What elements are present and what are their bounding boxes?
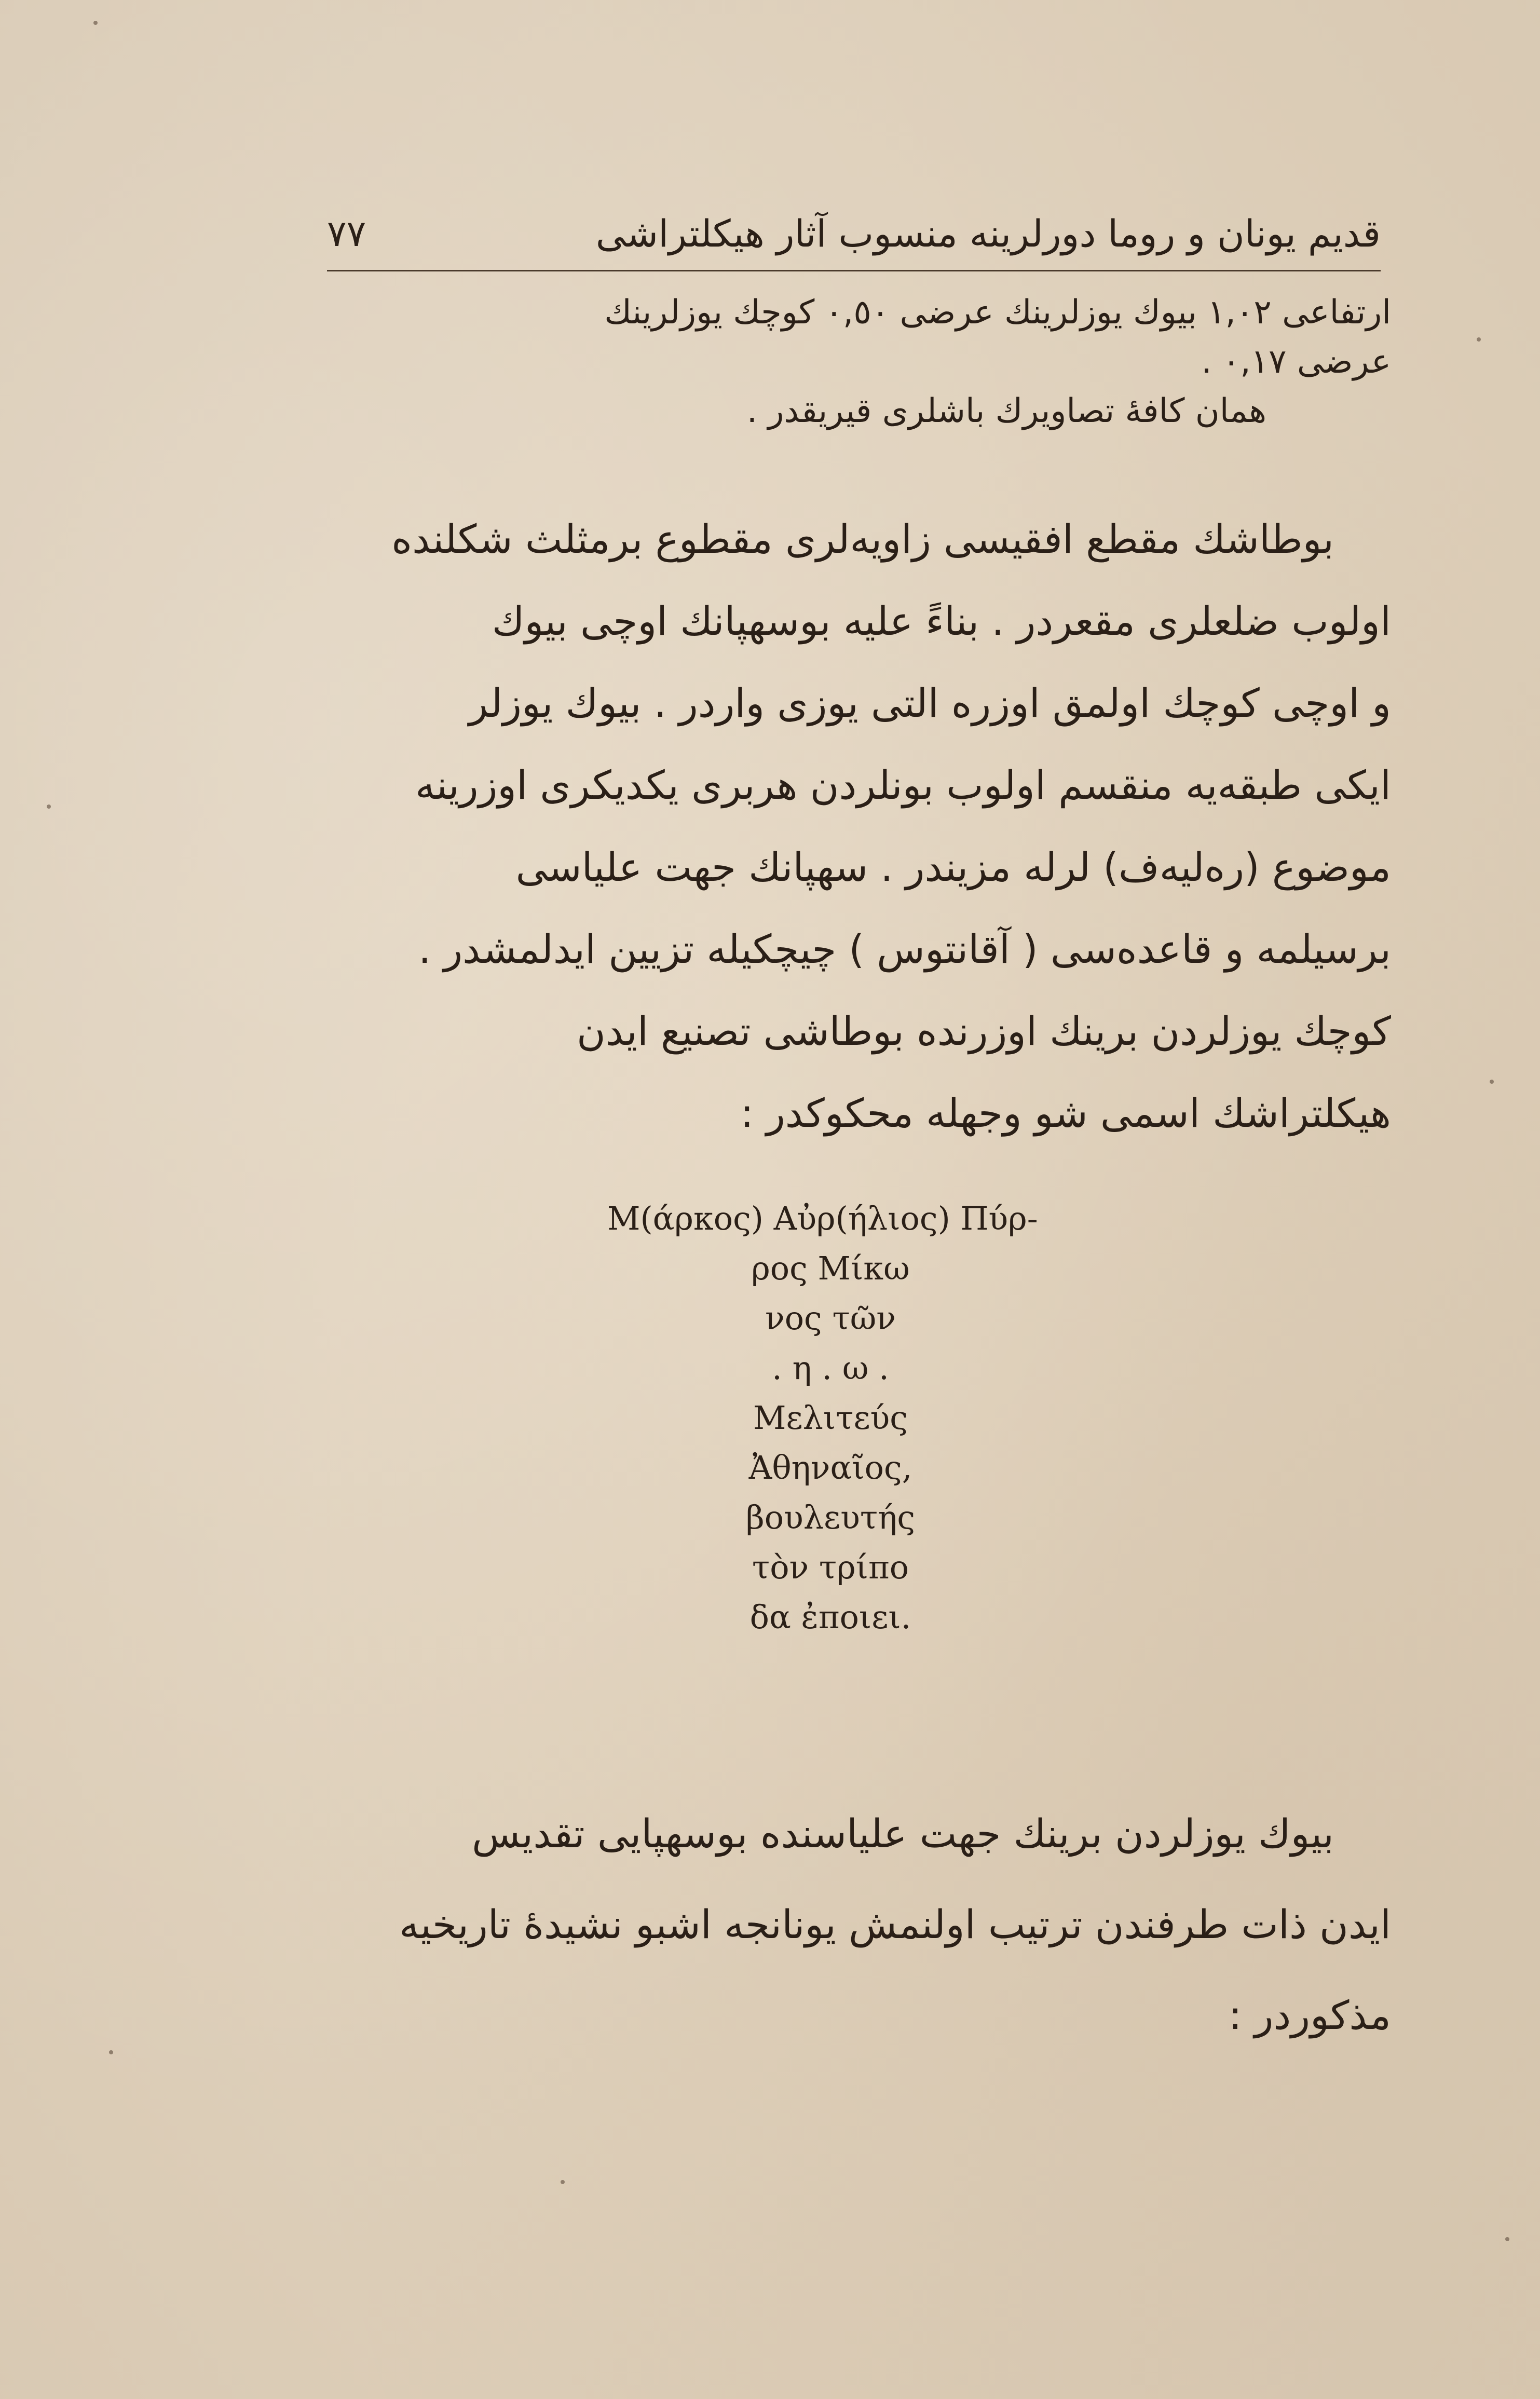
page-number: ٧٧ bbox=[327, 212, 366, 255]
running-title: قدیم یونان و روما دورلرینه منسوب آثار هیکلتراشی bbox=[595, 212, 1381, 255]
text-line: مذكوردر : bbox=[1228, 1992, 1391, 2038]
inscription-line: νος τῶν bbox=[765, 1299, 896, 1337]
text-line: عرضی ٠,١٧ . bbox=[1201, 343, 1391, 381]
inscription-line: βουλευτής bbox=[745, 1498, 916, 1536]
inscription-line: Ἀθηναῖος, bbox=[748, 1449, 912, 1487]
paper-speck bbox=[1477, 337, 1481, 342]
text-line: برسیلمه و قاعده‌سی ( آقانتوس ) چیچكیله تزیین ایدلمشدر . bbox=[418, 926, 1391, 972]
inscription-line: Μ(άρκος) Αὐρ(ήλιος) Πύρ- bbox=[607, 1200, 1038, 1237]
text-line: بوطاشك مقطع افقیسی زاویه‌لری مقطوع برمثلث شكلنده bbox=[391, 516, 1334, 562]
paper-speck bbox=[109, 2050, 113, 2054]
text-line: ایدن ذات طرفندن ترتیب اولنمش یونانجه اشبو نشیدهٔ تاریخیه bbox=[399, 1901, 1391, 1947]
text-line: بیوك یوزلردن برینك جهت علیاسنده بوسهپایی تقدیس bbox=[472, 1810, 1334, 1857]
text-line: ایكی طبقه‌یه منقسم اولوب بونلردن هربری یكدیكری اوزرینه bbox=[415, 762, 1391, 808]
paper-speck bbox=[1490, 1080, 1494, 1084]
paper-speck bbox=[1505, 2237, 1509, 2241]
page-header bbox=[327, 202, 1381, 265]
paper-speck bbox=[561, 2180, 565, 2184]
text-line: اولوب ضلعلری مقعردر . بناءً علیه بوسهپانك اوچی بیوك bbox=[492, 598, 1391, 644]
header-rule bbox=[327, 270, 1381, 271]
text-line: و اوچی كوچك اولمق اوزره التی یوزی واردر . بیوك یوزلر bbox=[469, 680, 1391, 726]
inscription-line: δα ἐποιει. bbox=[749, 1598, 911, 1636]
text-line: موضوع (ره‌لیه‌ف) لرله مزیندر . سهپانك جهت علیاسی bbox=[515, 844, 1391, 890]
text-line: همان كافهٔ تصاویرك باشلری قیریقدر . bbox=[746, 392, 1266, 430]
greek-inscription bbox=[519, 1194, 1142, 1642]
dimensions-paragraph bbox=[322, 288, 1391, 436]
inscription-line: ρος Μίκω bbox=[751, 1249, 910, 1287]
paper-speck bbox=[47, 805, 51, 809]
text-line: ارتفاعی ١,٠٢ بیوك یوزلرینك عرضی ٠,٥٠ كوچك یوزلرینك bbox=[604, 293, 1391, 332]
inscription-line: τὸν τρίπο bbox=[752, 1548, 909, 1586]
inscription-line: Μελιτεύς bbox=[753, 1399, 908, 1437]
closing-paragraph bbox=[322, 1788, 1391, 2061]
paper-speck bbox=[93, 21, 98, 25]
description-paragraph bbox=[322, 498, 1391, 1154]
text-line: هیكلتراشك اسمی شو وجهله محكوكدر : bbox=[740, 1090, 1391, 1136]
inscription-line: . η . ω . bbox=[772, 1349, 889, 1387]
text-line: كوچك یوزلردن برینك اوزرنده بوطاشی تصنیع ایدن bbox=[576, 1008, 1391, 1054]
